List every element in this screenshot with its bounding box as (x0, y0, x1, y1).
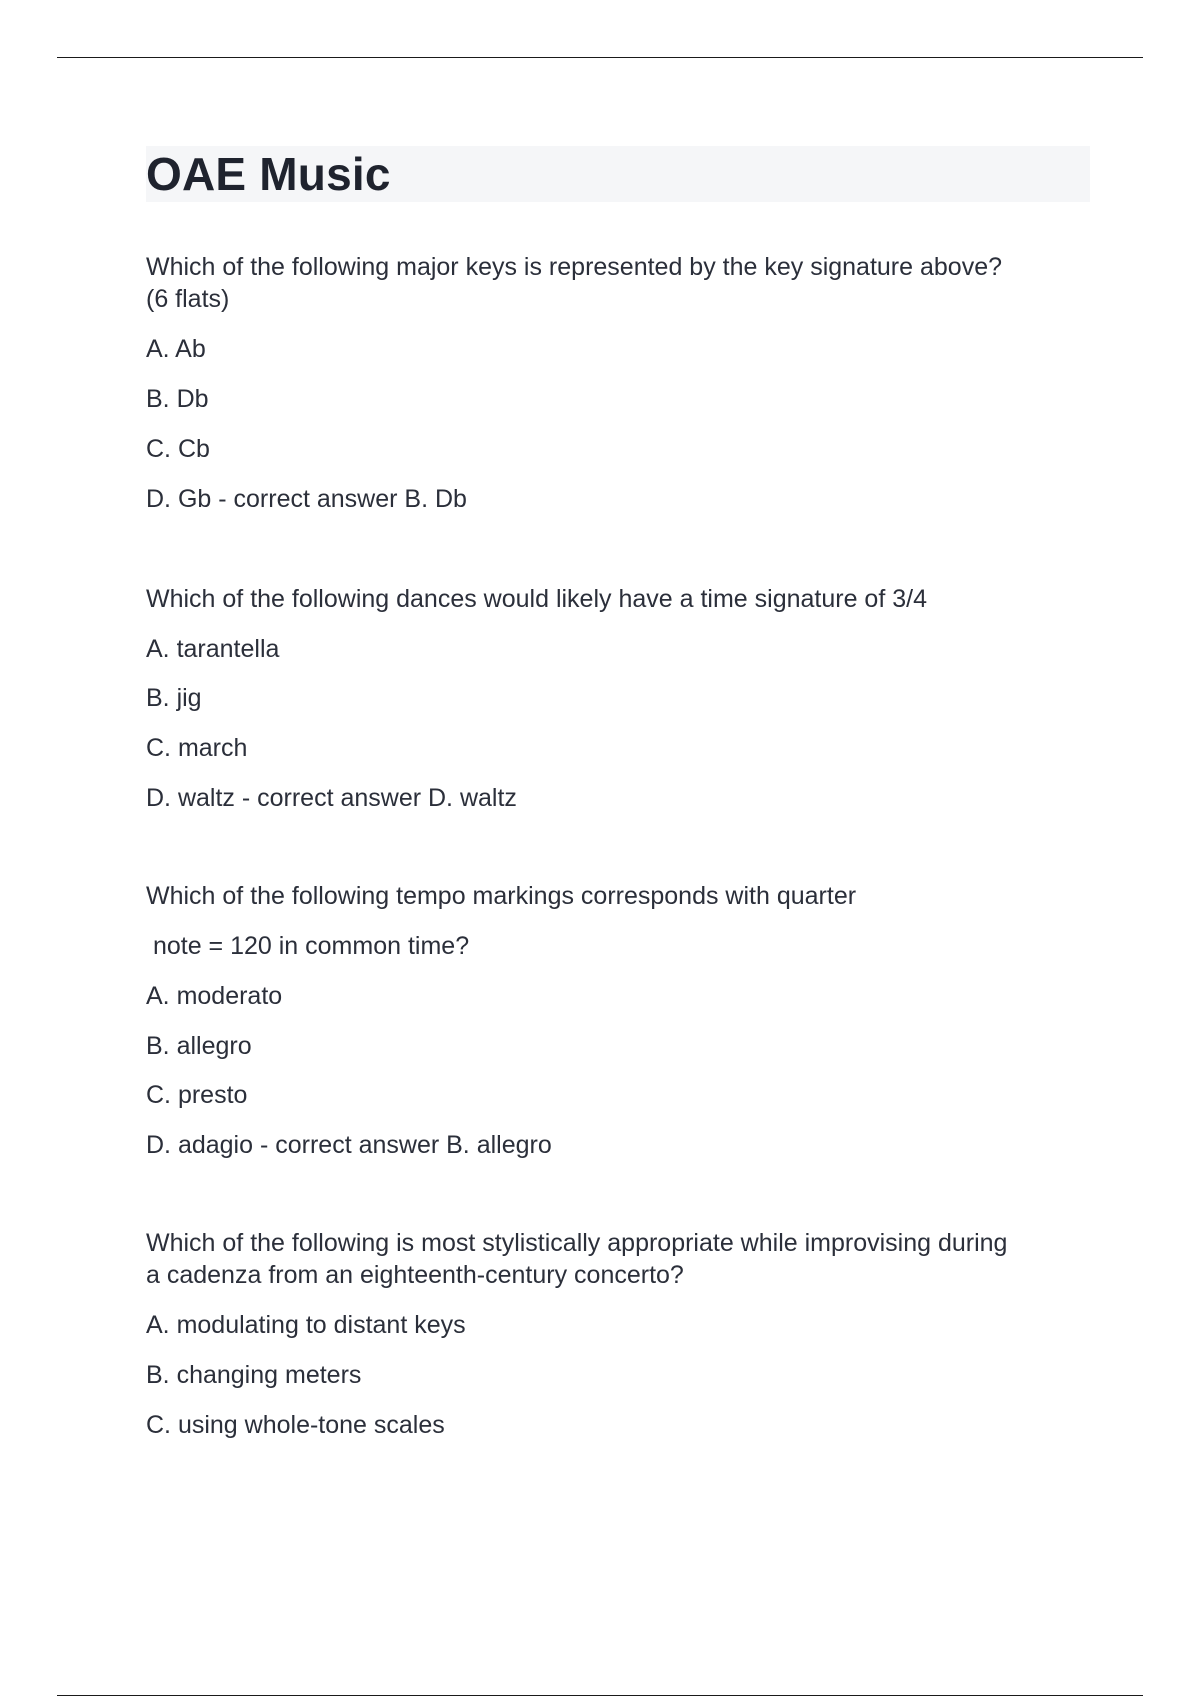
question-3-option-a: A. moderato (146, 982, 283, 1010)
question-4-option-b: B. changing meters (146, 1361, 362, 1389)
question-1-text-line-1: Which of the following major keys is represented by the key signature above? (146, 253, 1003, 281)
question-4-option-c: C. using whole-tone scales (146, 1411, 445, 1439)
question-2-option-c: C. march (146, 734, 248, 762)
top-rule (57, 57, 1143, 58)
question-3 (146, 880, 1090, 1161)
document-content (146, 146, 1090, 1441)
question-3-option-d: D. adagio - correct answer B. allegro (146, 1131, 552, 1159)
document-title: OAE Music (146, 148, 391, 200)
question-3-option-c: C. presto (146, 1081, 248, 1109)
question-2-option-d: D. waltz - correct answer D. waltz (146, 784, 517, 812)
question-2-option-a: A. tarantella (146, 635, 280, 663)
question-4 (146, 1227, 1090, 1441)
question-1-option-a: A. Ab (146, 335, 206, 363)
question-2-option-b: B. jig (146, 684, 202, 712)
question-4-option-a: A. modulating to distant keys (146, 1311, 466, 1339)
question-1-option-d: D. Gb - correct answer B. Db (146, 485, 467, 513)
title-band (146, 146, 1090, 202)
question-3-text-line-2: note = 120 in common time? (146, 932, 470, 960)
question-1-option-c: C. Cb (146, 435, 210, 463)
question-4-text-line-1: Which of the following is most stylistically appropriate while improvising during (146, 1229, 1008, 1257)
question-1-text-line-2: (6 flats) (146, 285, 230, 313)
question-2-text-line-1: Which of the following dances would likely have a time signature of 3/4 (146, 585, 927, 613)
question-3-text-line-1: Which of the following tempo markings corresponds with quarter (146, 882, 857, 910)
question-3-option-b: B. allegro (146, 1032, 252, 1060)
question-1 (146, 251, 1090, 515)
question-4-text-line-2: a cadenza from an eighteenth-century concerto? (146, 1261, 684, 1289)
question-2 (146, 583, 1090, 814)
bottom-rule (57, 1695, 1143, 1696)
question-1-option-b: B. Db (146, 385, 209, 413)
